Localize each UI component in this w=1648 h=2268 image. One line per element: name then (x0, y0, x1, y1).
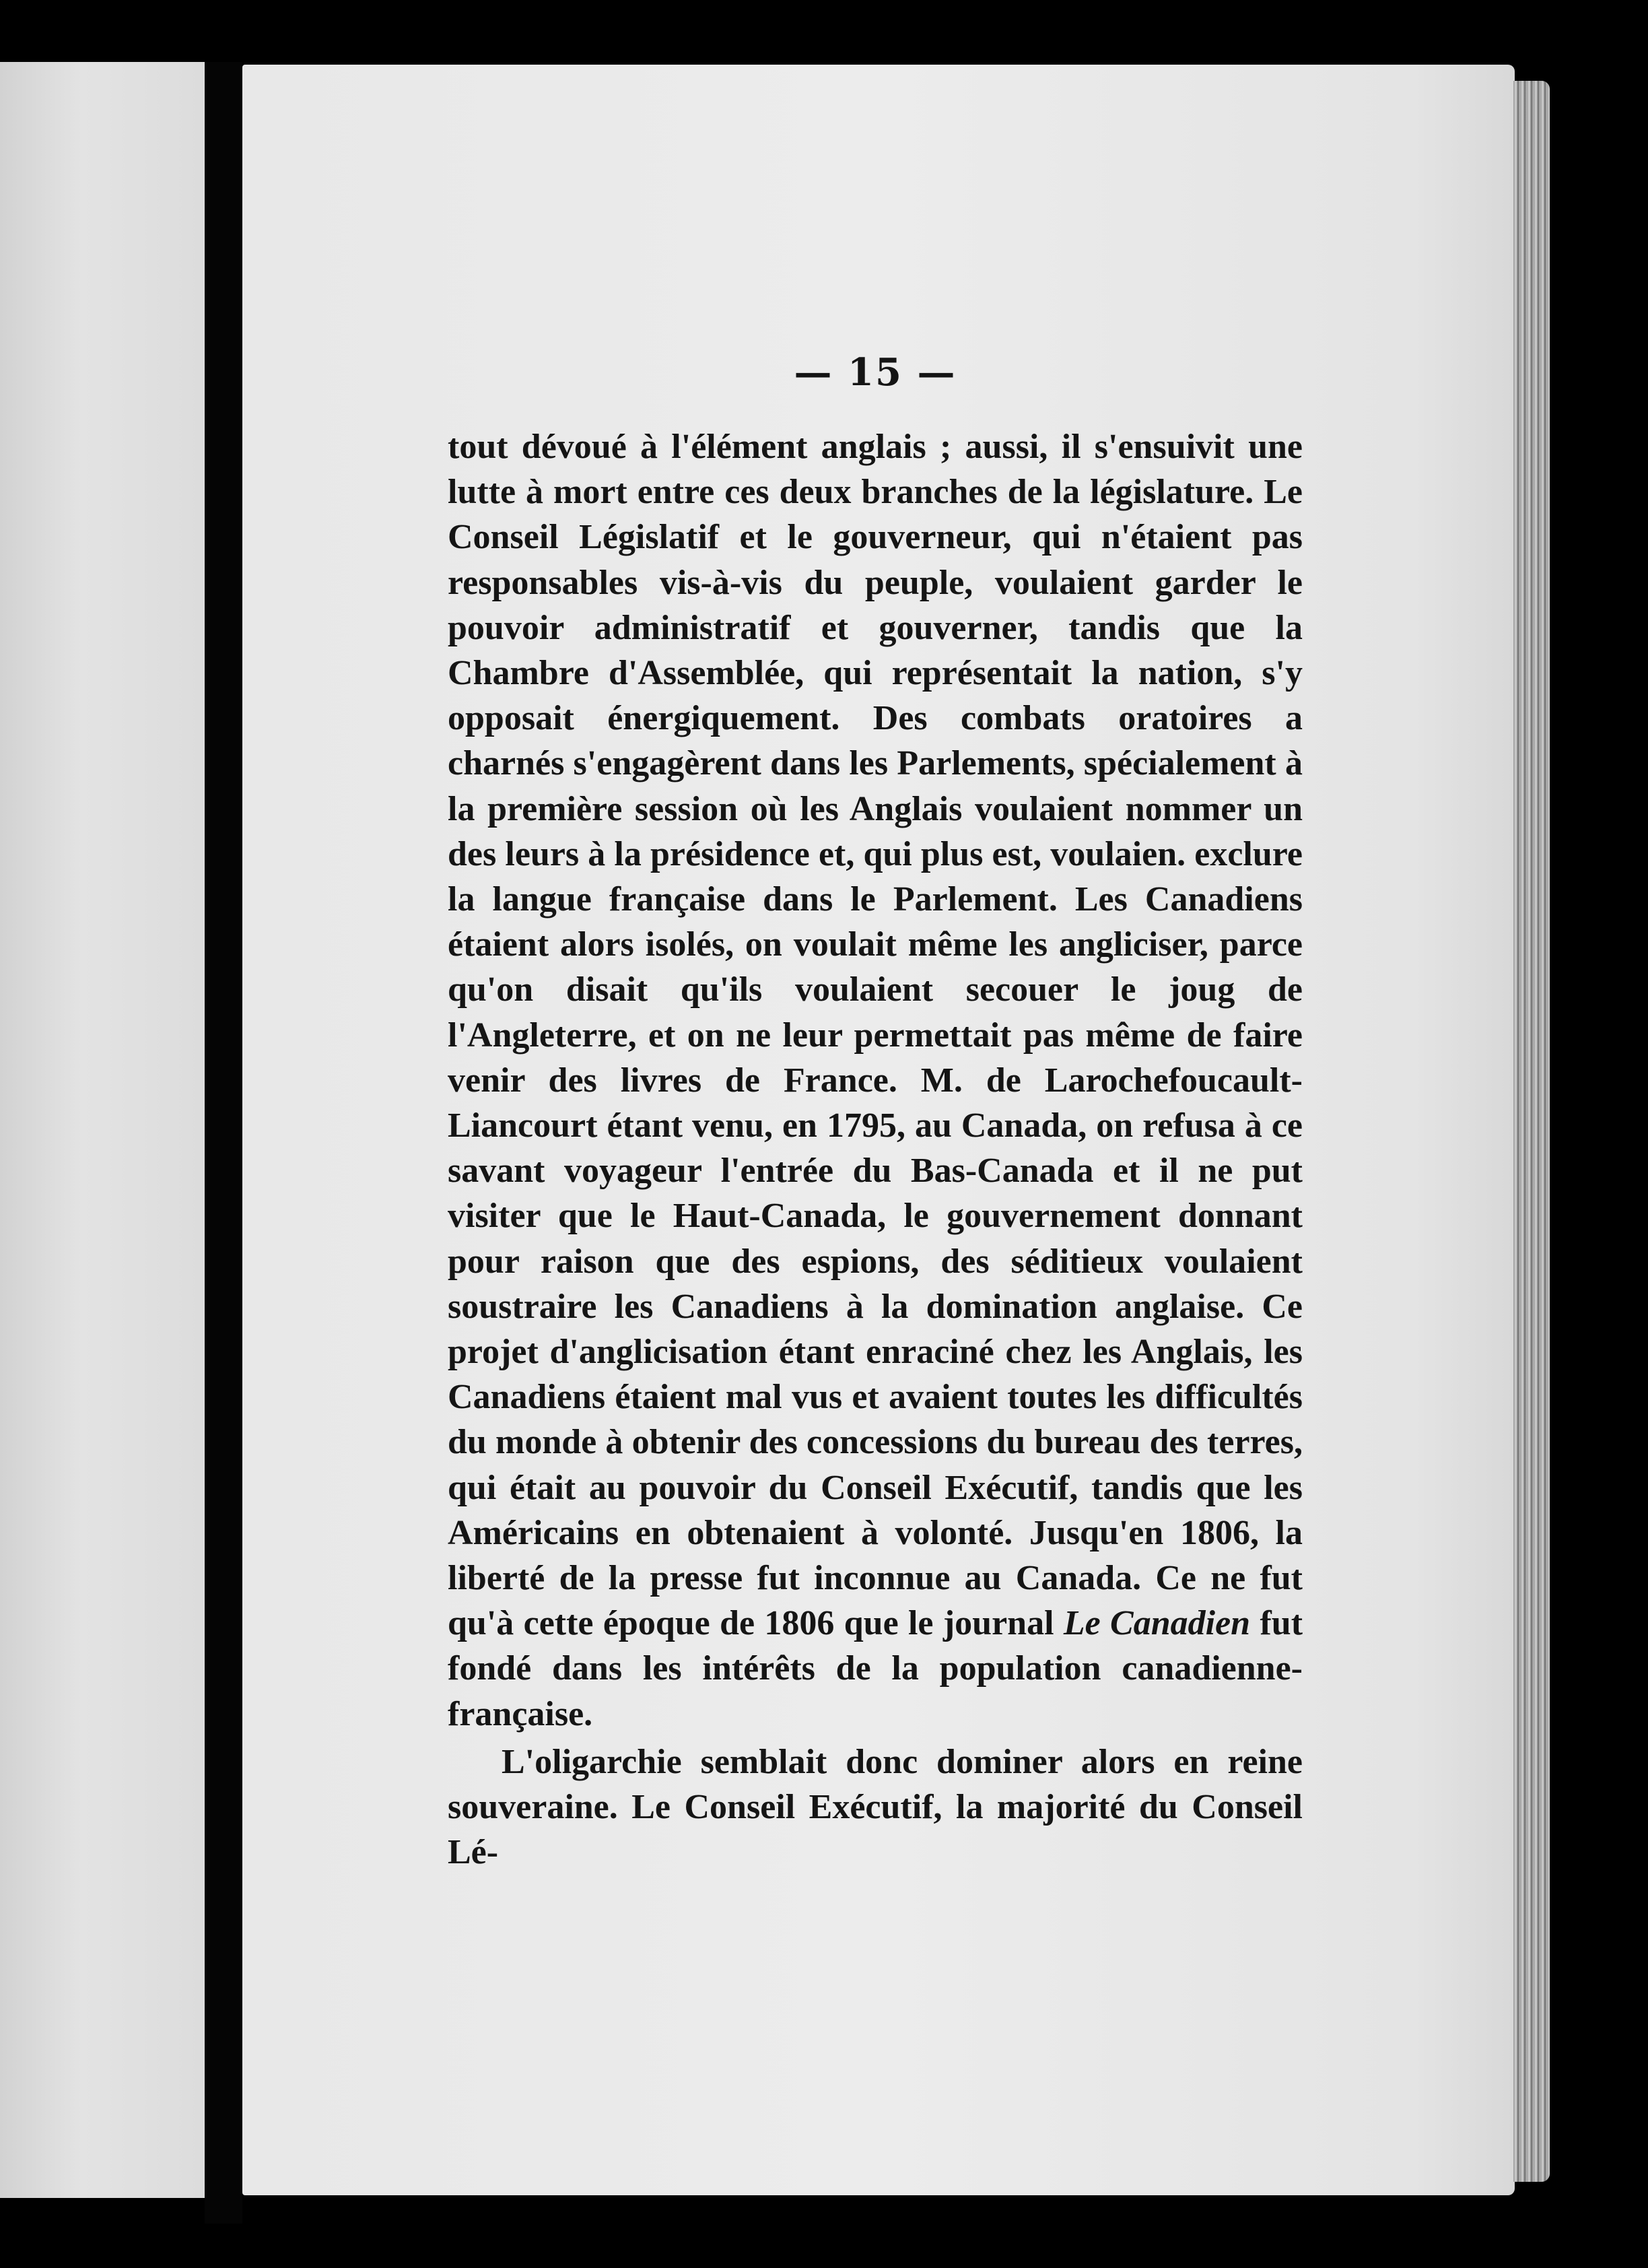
paragraph-1 (448, 424, 1303, 1737)
paragraph-1-text: tout dévoué à l'élément anglais ; aussi, il s'ensuivit une lutte à mort entre ces deux branches de la législature. Le Conseil Législatif et le gouverneur, qui n'étaient pas responsables vis-à-vis du peuple, voulaient garder le pouvoir administratif et gouverner, tandis que la Chambre d'Assemblée, qui représentait la nation, s'y opposait énergiquement. Des combats oratoires a charnés s'engagèrent dans les Parlements, spécialement à la première session où les Anglais voulaient nommer un des leurs à la présidence et, qui plus est, voulaien. exclure la langue française dans le Parlement. Les Canadiens étaient alors isolés, on voulait même les angliciser, parce qu'on disait qu'ils voulaient secouer le joug de l'Angleterre, et on ne leur permettait pas même de faire venir des livres de France. M. de Larochefoucault-Liancourt étant venu, en 1795, au Canada, on refusa à ce savant voyageur l'entrée du Bas-Canada et il ne put visiter que le Haut-Canada, le gouvernement donnant pour raison que des espions, des séditieux voulaient soustraire les Canadiens à la domination anglaise. Ce projet d'anglicisation étant enraciné chez les Anglais, les Canadiens étaient mal vus et avaient toutes les difficultés du monde à obtenir des concessions du bureau des terres, qui était au pouvoir du Conseil Exécutif, tandis que les Américains en obtenaient à volonté. Jusqu'en 1806, la liberté de la presse fut inconnue au Canada. Ce ne fut qu'à cette époque de 1806 que le journal (448, 428, 1303, 1643)
left-page-edge (0, 62, 205, 2198)
book-gutter (205, 62, 242, 2224)
page-number: — 15 — (794, 350, 957, 395)
paragraph-1-text-end: fut fondé dans les intérêts de la population canadienne-française. (448, 1604, 1303, 1733)
page-stack-edge (1513, 81, 1550, 2182)
paragraph-2: L'oligarchie semblait donc dominer alors en reine souveraine. Le Conseil Exécutif, la majorité du Conseil Lé- (448, 1742, 1303, 1872)
newspaper-title: Le Canadien (1063, 1604, 1251, 1643)
body-text (448, 424, 1303, 1875)
